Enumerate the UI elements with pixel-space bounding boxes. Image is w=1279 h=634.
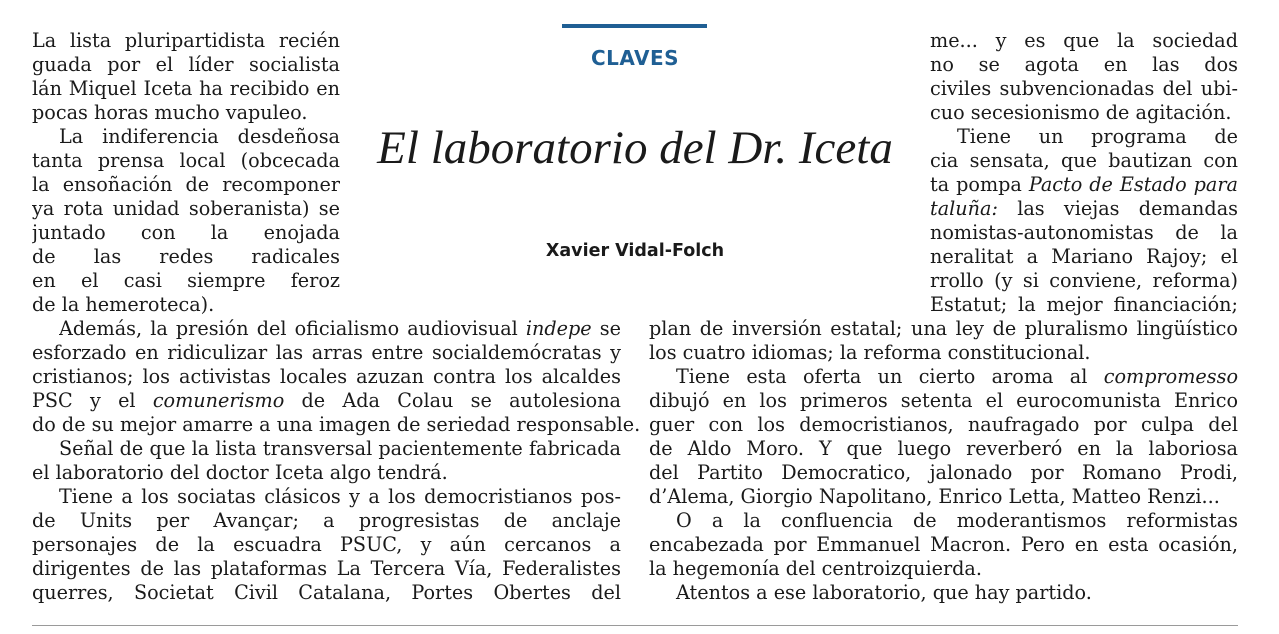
body-line: Tiene un programa de	[957, 125, 1238, 148]
body-line: La indiferencia desdeñosa	[59, 125, 340, 148]
body-line: guada por el líder socialista	[32, 53, 340, 76]
body-line: de Aldo Moro. Y que luego reverberó en la laboriosa	[649, 437, 1238, 460]
body-line: del Partito Democratico, jalonado por Romano Prodi,	[649, 461, 1238, 484]
body-line: personajes de la escuadra PSUC, y aún cercanos a	[32, 533, 621, 556]
body-line: la hegemonía del centroizquierda.	[649, 557, 982, 580]
body-line: Señal de que la lista transversal pacientemente fabricada	[59, 437, 621, 460]
article-title: El laboratorio del Dr. Iceta	[377, 122, 893, 174]
body-line	[59, 317, 621, 341]
body-line: esforzado en ridiculizar las arras entre socialdemócratas y	[32, 341, 621, 364]
body-line: encabezada por Emmanuel Macron. Pero en esta ocasión,	[649, 533, 1238, 556]
body-line: Atentos a ese laboratorio, que hay partido.	[676, 581, 1092, 604]
text-run: de Ada Colau se autolesiona	[301, 389, 621, 412]
body-line: dibujó en los primeros setenta el eurocomunista Enrico	[649, 389, 1238, 412]
text-run: se	[599, 317, 621, 340]
body-line: rrollo (y si conviene, reforma)	[930, 269, 1238, 292]
body-line: dirigentes de las plataformas La Tercera Vía, Federalistes	[32, 557, 621, 580]
body-line: cuo secesionismo de agitación.	[930, 101, 1232, 124]
body-line: do de su mejor amarre a una imagen de seriedad responsable.	[32, 413, 641, 436]
body-line	[930, 173, 1238, 197]
text-run: Tiene esta oferta un cierto aroma al	[676, 365, 1104, 388]
body-line: pocas horas mucho vapuleo.	[32, 101, 308, 124]
body-line: cia sensata, que bautizan con	[930, 149, 1238, 172]
body-line: ya rota unidad soberanista) se	[32, 197, 340, 220]
body-line: querres, Societat Civil Catalana, Portes Obertes del	[32, 581, 621, 604]
body-line	[676, 365, 1238, 389]
text-run: las viejas demandas	[1017, 197, 1238, 220]
body-line: civiles subvencionadas del ubi-	[930, 77, 1238, 100]
text-run: ta pompa	[930, 173, 1029, 196]
body-line: Estatut; la mejor financiación;	[930, 293, 1238, 316]
text-run: Además, la presión del oficialismo audiovisual	[59, 317, 526, 340]
body-line: guer con los democristianos, naufragado por culpa del	[649, 413, 1238, 436]
body-line: de las redes radicales	[32, 245, 340, 268]
body-line	[32, 389, 621, 413]
section-label: CLAVES	[590, 46, 680, 70]
author-byline: Xavier Vidal-Folch	[545, 241, 725, 261]
text-run: PSC y el	[32, 389, 153, 412]
italic-run: Pacto de Estado para	[1028, 173, 1238, 196]
section-accent-bar	[562, 24, 707, 28]
body-line: juntado con la enojada	[32, 221, 340, 244]
body-line: de Units per Avançar; a progresistas de anclaje	[32, 509, 621, 532]
body-line: O a la confluencia de moderantismos reformistas	[676, 509, 1238, 532]
body-line: Tiene a los sociatas clásicos y a los democristianos pos-	[59, 485, 621, 508]
body-line: tanta prensa local (obcecada	[32, 149, 340, 172]
italic-run: taluña:	[930, 197, 998, 220]
body-line: la ensoñación de recomponer	[32, 173, 340, 196]
body-line: los cuatro idiomas; la reforma constitucional.	[649, 341, 1091, 364]
body-line: el laboratorio del doctor Iceta algo tendrá.	[32, 461, 448, 484]
body-line: plan de inversión estatal; una ley de pluralismo lingüístico	[649, 317, 1238, 340]
body-line: La lista pluripartidista recién	[32, 29, 340, 52]
body-line: en el casi siempre feroz	[32, 269, 340, 292]
body-line: neralitat a Mariano Rajoy; el	[930, 245, 1238, 268]
italic-run: comunerismo	[152, 389, 285, 412]
italic-run: indepe	[525, 317, 592, 340]
body-line: de la hemeroteca).	[32, 293, 215, 316]
body-line: no se agota en las dos	[930, 53, 1238, 76]
body-line: nomistas-autonomistas de la	[930, 221, 1238, 244]
italic-run: compromesso	[1103, 365, 1238, 388]
body-line: d’Alema, Giorgio Napolitano, Enrico Letta, Matteo Renzi...	[649, 485, 1220, 508]
body-line	[930, 197, 1238, 221]
bottom-divider	[32, 625, 1238, 626]
body-line: me... y es que la sociedad	[930, 29, 1238, 52]
body-line: cristianos; los activistas locales azuzan contra los alcaldes	[32, 365, 621, 388]
body-line: lán Miquel Iceta ha recibido en	[32, 77, 340, 100]
